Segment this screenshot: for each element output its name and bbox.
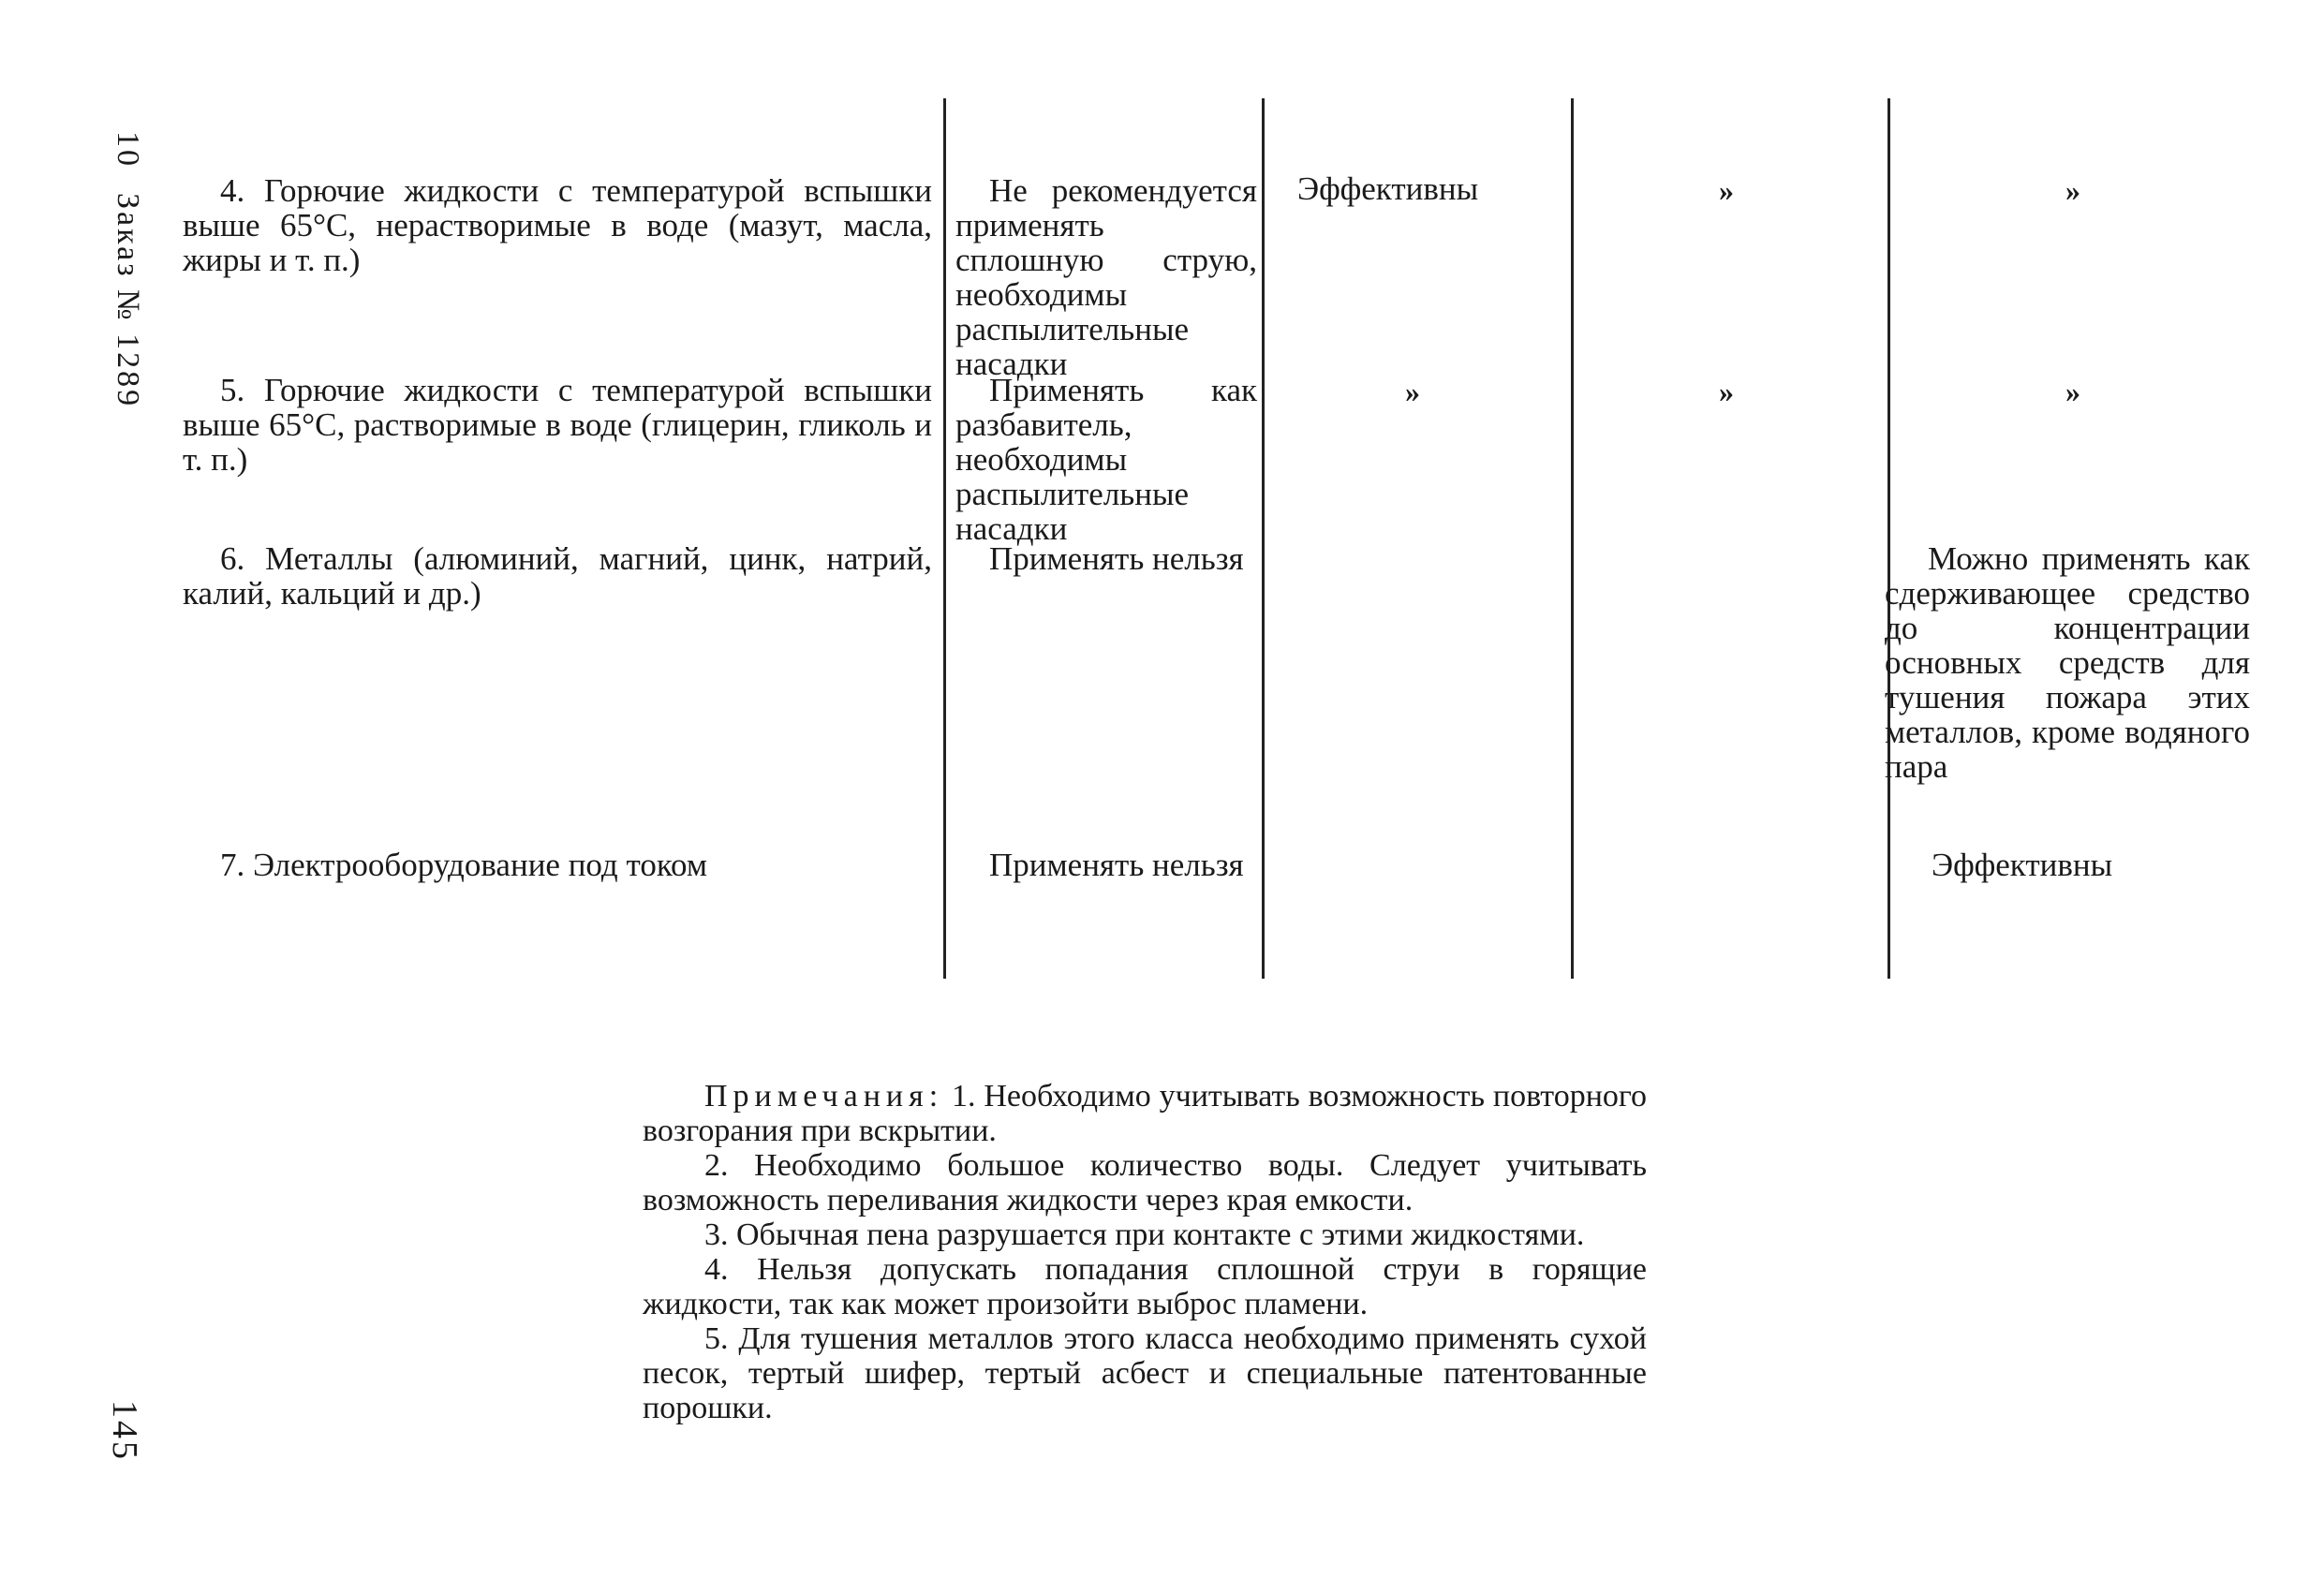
note-4: 4. Нельзя допускать попадания сплошной струи в горящие жидкости, так как может произойти выброс пламени.: [643, 1252, 1647, 1321]
row-7-substance-text: 7. Электрооборудование под током: [220, 847, 708, 883]
table-row-7-water: [955, 848, 1257, 882]
table-row-5-col4: »: [1719, 375, 1734, 408]
table-row-6-substance: [183, 541, 932, 611]
table-row-4-col5: »: [2065, 173, 2080, 207]
table-row-4-col3: Эффективны: [1297, 170, 1479, 207]
table-rule-2: [1262, 98, 1265, 979]
note-1: [643, 1079, 1647, 1148]
row-5-water-text: Применять как разбавитель, необходимы распылительные насадки: [955, 372, 1257, 547]
table-row-5-substance: [183, 373, 932, 477]
note-1-text: 1. Необходимо учитывать возможность повторного возгорания при вскрытии.: [643, 1079, 1647, 1148]
table-row-5-col5: »: [2065, 375, 2080, 408]
row-6-substance-text: 6. Металлы (алюминий, магний, цинк, натрий, калий, кальций и др.): [183, 540, 932, 612]
margin-page-number-bottom: 145: [105, 1400, 144, 1462]
table-rule-3: [1571, 98, 1574, 979]
note-3: 3. Обычная пена разрушается при контакте с этими жидкостями.: [704, 1217, 1585, 1252]
margin-stamp: [110, 131, 145, 433]
notes-label: Примечания:: [704, 1079, 944, 1114]
table-rule-1: [943, 98, 946, 979]
table-rule-4: [1887, 98, 1890, 979]
row-4-water-text: Не рекомендуется применять сплошную струю, необходимы распылительные насадки: [955, 172, 1257, 382]
table-row-5-col3: »: [1405, 375, 1420, 408]
table-row-6-col5: [1885, 541, 2250, 784]
notes-block: [643, 1079, 1647, 1425]
note-5: 5. Для тушения металлов этого класса необходимо применять сухой песок, тертый шифер, тертый асбест и специальные патентованные порошки.: [643, 1321, 1647, 1425]
note-2: 2. Необходимо большое количество воды. Следует учитывать возможность переливания жидкости через края емкости.: [643, 1148, 1647, 1217]
margin-order-label: Заказ № 1289: [111, 193, 145, 409]
margin-page-number-top: 10: [111, 131, 145, 169]
table-row-4-substance: [183, 173, 932, 277]
table-row-4-water: [955, 173, 1257, 381]
row-7-water-text: Применять нельзя: [989, 847, 1244, 883]
table-row-5-water: [955, 373, 1257, 546]
table-row-7-col5: Эффективны: [1932, 847, 2113, 883]
table-row-4-col4: »: [1719, 173, 1734, 207]
row-5-substance-text: 5. Горючие жидкости с температурой вспышки выше 65°С, растворимые в воде (глицерин, гликоль и т. п.): [183, 372, 932, 478]
table-row-7-substance: [183, 848, 932, 882]
table-row-6-water: [955, 541, 1257, 576]
row-6-col5-text: Можно применять как сдерживающее средство до концентрации основных средств для тушения пожара этих металлов, кроме водяного пара: [1885, 540, 2250, 785]
row-6-water-text: Применять нельзя: [989, 540, 1244, 577]
row-4-substance-text: 4. Горючие жидкости с температурой вспышки выше 65°С, нерастворимые в воде (мазут, масла, жиры и т. п.): [183, 172, 932, 278]
